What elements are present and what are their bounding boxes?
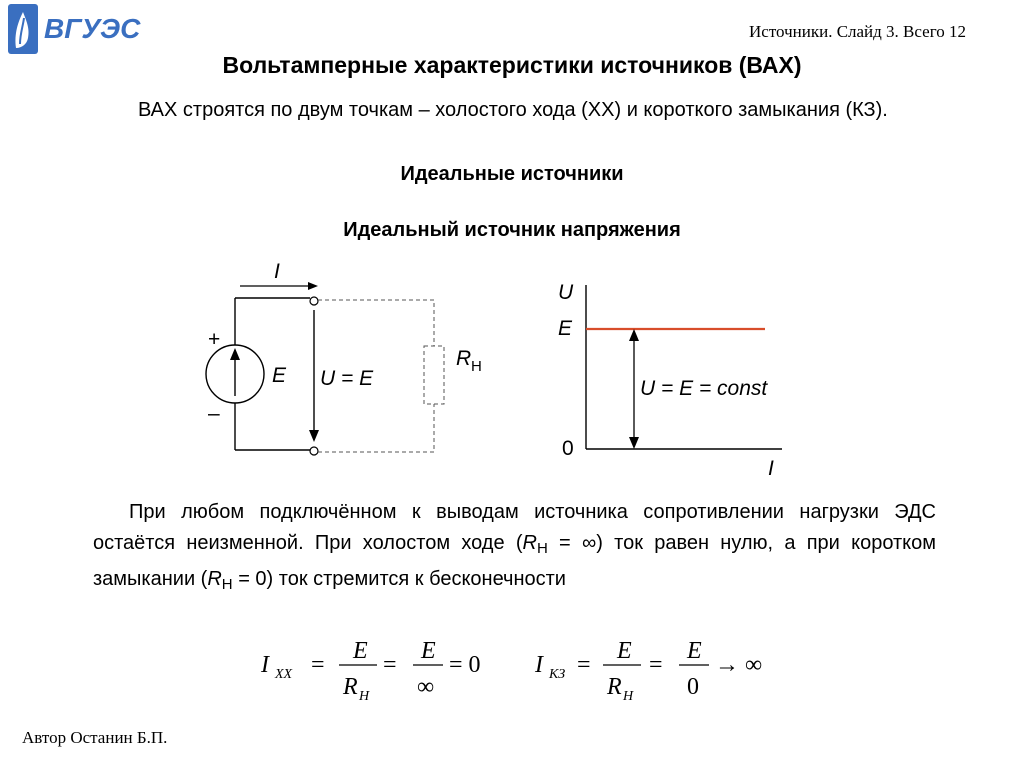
formula-xx-den1-sub: H [359, 689, 370, 704]
formula-kz-result: → ∞ [715, 652, 763, 678]
plus-label: + [208, 328, 221, 351]
formula-kz-den1-sub: H [623, 689, 634, 704]
formula-xx-den2: ∞ [417, 674, 435, 700]
formula-xx-result: = 0 [449, 652, 481, 678]
arrow-up-icon [629, 329, 639, 341]
arrow-down-icon [629, 437, 639, 449]
logo-emblem-icon [6, 4, 146, 54]
body-text-part3: = 0) ток стремится к бесконечности [232, 568, 566, 590]
formula-kz-eq2: = [649, 652, 663, 678]
author-footer: Автор Останин Б.П. [22, 728, 168, 747]
body-paragraph [93, 497, 936, 600]
body-r-symbol-2: R [207, 568, 222, 590]
formula-kz-den1: R [607, 674, 622, 700]
formulas [255, 628, 795, 704]
formula-kz [534, 638, 762, 704]
minus-label: – [208, 402, 220, 425]
load-label: R [456, 347, 472, 370]
body-r-sub-1: Н [536, 540, 548, 557]
section-heading-voltage-source: Идеальный источник напряжения [343, 219, 681, 241]
slide-info: Источники. Слайд 3. Всего 12 [749, 22, 966, 41]
formula-xx-eq1: = [311, 652, 325, 678]
formula-xx-lhs: I [261, 652, 269, 678]
chart-annotation: U = E = const [640, 377, 768, 400]
logo [6, 4, 146, 54]
formula-kz-eq1: = [577, 652, 591, 678]
circuit-diagram [190, 250, 520, 470]
y-axis-label: U [558, 281, 574, 304]
formula-kz-den2: 0 [687, 674, 699, 700]
formula-xx-eq2: = [383, 652, 397, 678]
vax-chart [550, 275, 800, 480]
intro-paragraph: ВАХ строятся по двум точкам – холостого хода (ХХ) и короткого замыкания (КЗ). [138, 99, 888, 121]
formula-kz-num1: E [617, 638, 632, 664]
formula-kz-lhs: I [535, 652, 543, 678]
body-r-symbol-1: R [522, 532, 537, 554]
formula-xx-num2: E [421, 638, 436, 664]
voltage-arrow-icon [309, 430, 319, 442]
body-r-sub-2: Н [221, 576, 233, 593]
formula-kz-num2: E [687, 638, 702, 664]
body-text-part1: При любом подключённом к выводам источника сопротивлении нагрузки ЭДС остаётся неизменной. При холостом ходе ( [93, 501, 936, 554]
terminal-bottom [310, 447, 318, 455]
section-heading-ideal: Идеальные источники [400, 163, 624, 185]
x-axis-label: I [768, 457, 774, 480]
load-resistor-icon [424, 346, 444, 404]
terminal-top [310, 297, 318, 305]
level-label: E [558, 317, 573, 340]
formula-kz-lhs-sub: КЗ [549, 667, 566, 682]
formula-xx [260, 638, 481, 704]
voltage-label: U = E [320, 367, 374, 390]
current-arrow-icon [308, 282, 318, 290]
formula-xx-den1: R [343, 674, 358, 700]
emf-label: E [272, 364, 287, 387]
origin-label: 0 [562, 437, 574, 460]
formula-xx-num1: E [353, 638, 368, 664]
body-text-part2: = ∞) ток равен нулю, а при коротком замыкании ( [93, 532, 937, 590]
logo-text: ВГУЭС [44, 13, 141, 44]
slide-title: Вольтамперные характеристики источников (ВАХ) [222, 52, 802, 78]
current-label: I [274, 260, 280, 283]
load-label-sub: Н [471, 358, 482, 375]
formula-xx-lhs-sub: XX [275, 667, 293, 682]
